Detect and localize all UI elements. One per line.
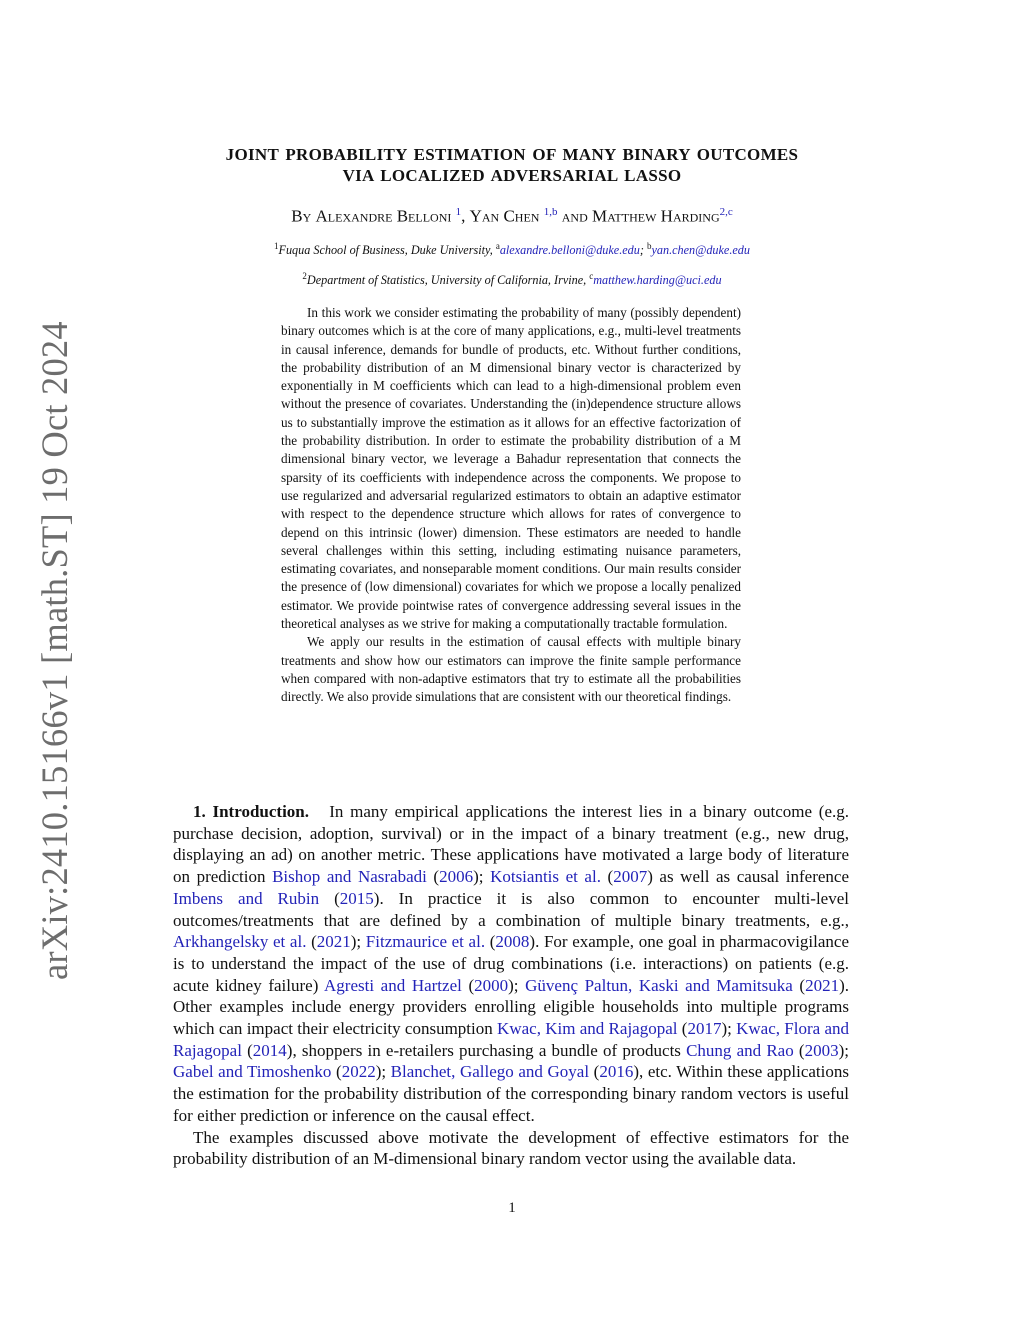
author-belloni-sup[interactable]: 1: [455, 206, 462, 218]
intro-text: , etc. Within these applications the estimation for the probability distribution of the corresponding binary random vectors is useful for either prediction or inference on the causal effect.: [173, 1062, 849, 1125]
intro-paragraph-2: The examples discussed above motivate the development of effective estimators for the probability distribution of an M-dimensional binary random vector using the available data.: [173, 1127, 849, 1169]
citation-year-link[interactable]: 2003: [804, 1040, 839, 1060]
citation-link[interactable]: Gabel and Timoshenko: [173, 1062, 332, 1082]
intro-text: . For example, one goal in pharmacovigilance is to understand the impact of the use of drug combinations (i.e. interactions) on patients (e.g. acute kidney failure): [173, 932, 849, 995]
author-and: and: [561, 206, 588, 226]
citation-link[interactable]: Arkhangelsky et al.: [173, 932, 307, 952]
author-by: By: [291, 206, 312, 226]
citation-link[interactable]: Kwac, Flora and Rajagopal: [173, 1019, 849, 1060]
citation-link[interactable]: Fitzmaurice et al.: [365, 932, 486, 952]
citation-link[interactable]: Imbens and Rubin: [173, 888, 320, 908]
intro-text: . In practice it is also common to encounter multi-level outcomes/treatments that are defined by a combination of multiple binary treatments, e.g.,: [173, 888, 849, 930]
affiliation-1-separator: ;: [639, 243, 647, 258]
citation-link[interactable]: Agresti and Hartzel: [324, 975, 462, 995]
abstract-paragraph-1: In this work we consider estimating the probability of many (possibly dependent) binary outcomes which is at the core of many applications, e.g., multi-level treatments in causal inference, demands for bundle of products, etc. Without further conditions, the probability distribution of an M dimensional binary vector is characterized by exponentially in M coefficients which can lead to a high-dimensional problem even without the presence of covariates. Understanding the (in)dependence structure allows us to substantially improve the estimation as it allows for an effective factorization of the probability distribution. In order to estimate the probability distribution of a M dimensional binary vector, we leverage a Bahadur representation that connects the sparsity of its coefficients with independence across the components. We propose to use regularized and adversarial regularized estimators to obtain an adaptive estimator with respect to the dependence structure which allows for rates of convergence to depend on this intrinsic (lower) dimension. These estimators are needed to handle several challenges within this setting, including estimating nuisance parameters, estimating covariates, and nonseparable moment conditions. Our main results consider the presence of (low dimensional) covariates for which we propose a locally penalized estimator. We provide pointwise rates of convergence addressing several issues in the theoretical analyses as we strive for making a computationally tractable formulation.: [281, 305, 741, 632]
email-harding-link[interactable]: matthew.harding@uci.edu: [593, 273, 722, 288]
affiliation-1: [160, 241, 864, 258]
email-belloni-link[interactable]: alexandre.belloni@duke.edu: [499, 243, 640, 258]
abstract-paragraph-2: We apply our results in the estimation of causal effects with multiple binary treatments and show how our estimators can improve the finite sample performance when compared with non-adaptive estimators that try to estimate all the probabilities directly. We also provide simulations that are consistent with our theoretical findings.: [281, 634, 741, 705]
paper-title-line-2: VIA LOCALIZED ADVERSARIAL LASSO: [342, 166, 682, 185]
author-separator: ,: [461, 206, 470, 226]
citation-year-link[interactable]: 2008: [495, 932, 530, 952]
page-number: 1: [508, 1200, 516, 1216]
citation-link[interactable]: Kotsiantis et al.: [490, 867, 601, 887]
citation-year-link[interactable]: 2015: [339, 888, 374, 908]
citation-link[interactable]: Kwac, Kim and Rajagopal: [497, 1019, 678, 1039]
citation-year-link[interactable]: 2021: [316, 932, 351, 952]
email-b-mark: b: [646, 241, 652, 251]
intro-paragraph-1: 1. Introduction. In many empirical applications the interest lies in a binary outcome (e.g. purchase decision, adoption, survival) or in the impact of a binary treatment (e.g., new drug, displaying an ad) on another metric. These applications have motivated a large body of literature on prediction Bishop and Nasrabadi (2006); Kotsiantis et al. (2007) as well as causal inference Imbens and Rubin (2015). In practice it is also common to encounter multi-level outcomes/treatments that are defined by a combination of multiple binary treatments, e.g., Arkhangelsky et al. (2021); Fitzmaurice et al. (2008). For example, one goal in pharmacovigilance is to understand the impact of the use of drug combinations (i.e. interactions) on patients (e.g. acute kidney failure) Agresti and Hartzel (2000); Güvenç Paltun, Kaski and Mamitsuka (2021). Other examples include energy providers enrolling eligible households into multiple programs which can impact their electricity consumption Kwac, Kim and Rajagopal (2017); Kwac, Flora and Rajagopal (2014), shoppers in e-retailers purchasing a bundle of products Chung and Rao (2003); Gabel and Timoshenko (2022); Blanchet, Gallego and Goyal (2016), etc. Within these applications the estimation for the probability distribution of the corresponding binary random vectors is useful for either prediction or inference on the causal effect.: [173, 802, 850, 1125]
paper-title-line-1: JOINT PROBABILITY ESTIMATION OF MANY BINARY OUTCOMES: [225, 145, 799, 164]
citation-year-link[interactable]: 2016: [599, 1062, 634, 1082]
intro-text: as well as causal inference: [652, 867, 850, 887]
author-harding-sup[interactable]: 2,c: [719, 206, 733, 218]
affiliation-2-text: Department of Statistics, University of California, Irvine,: [306, 273, 590, 288]
author-belloni: Alexandre Belloni: [315, 206, 452, 226]
citation-year-link[interactable]: 2006: [439, 867, 474, 887]
arxiv-identifier-stamp: arXiv:2410.15166v1 [math.ST] 19 Oct 2024: [34, 321, 75, 980]
introduction-section: [173, 801, 849, 1170]
author-chen: Yan Chen: [469, 206, 540, 226]
citation-link[interactable]: Chung and Rao: [686, 1040, 794, 1060]
abstract: [281, 304, 741, 707]
citation-year-link[interactable]: 2007: [613, 867, 648, 887]
email-a-mark: a: [495, 241, 500, 251]
intro-text: , shoppers in e-retailers purchasing a bundle of products: [292, 1040, 687, 1060]
affiliation-2-mark: 2: [302, 271, 307, 281]
citation-link[interactable]: Güvenç Paltun, Kaski and Mamitsuka: [525, 975, 793, 995]
author-list: [160, 206, 864, 227]
citation-link[interactable]: Bishop and Nasrabadi: [272, 867, 427, 887]
author-harding: Matthew Harding: [591, 206, 720, 226]
intro-text: In many empirical applications the interest lies in a binary outcome (e.g. purchase decision, adoption, survival) or in the impact of a binary treatment (e.g., new drug, displaying an ad) on another metric. These applications have motivated a large body of literature on prediction: [173, 802, 850, 887]
intro-text: . Other examples include energy providers enrolling eligible households into multiple programs which can impact their electricity consumption: [173, 975, 849, 1039]
email-chen-link[interactable]: yan.chen@duke.edu: [651, 243, 750, 258]
citation-year-link[interactable]: 2000: [474, 975, 509, 995]
affiliation-1-text: Fuqua School of Business, Duke University,: [278, 243, 496, 258]
email-c-mark: c: [589, 271, 594, 281]
citation-year-link[interactable]: 2017: [687, 1019, 722, 1039]
affiliation-2: [160, 271, 864, 288]
citation-link[interactable]: Blanchet, Gallego and Goyal: [390, 1062, 590, 1082]
citation-year-link[interactable]: 2021: [805, 975, 840, 995]
section-heading: 1. Introduction.: [193, 802, 310, 821]
citation-year-link[interactable]: 2022: [341, 1062, 376, 1082]
affiliation-1-mark: 1: [274, 241, 279, 251]
citation-year-link[interactable]: 2014: [252, 1040, 287, 1060]
author-chen-sup[interactable]: 1,b: [543, 206, 558, 218]
